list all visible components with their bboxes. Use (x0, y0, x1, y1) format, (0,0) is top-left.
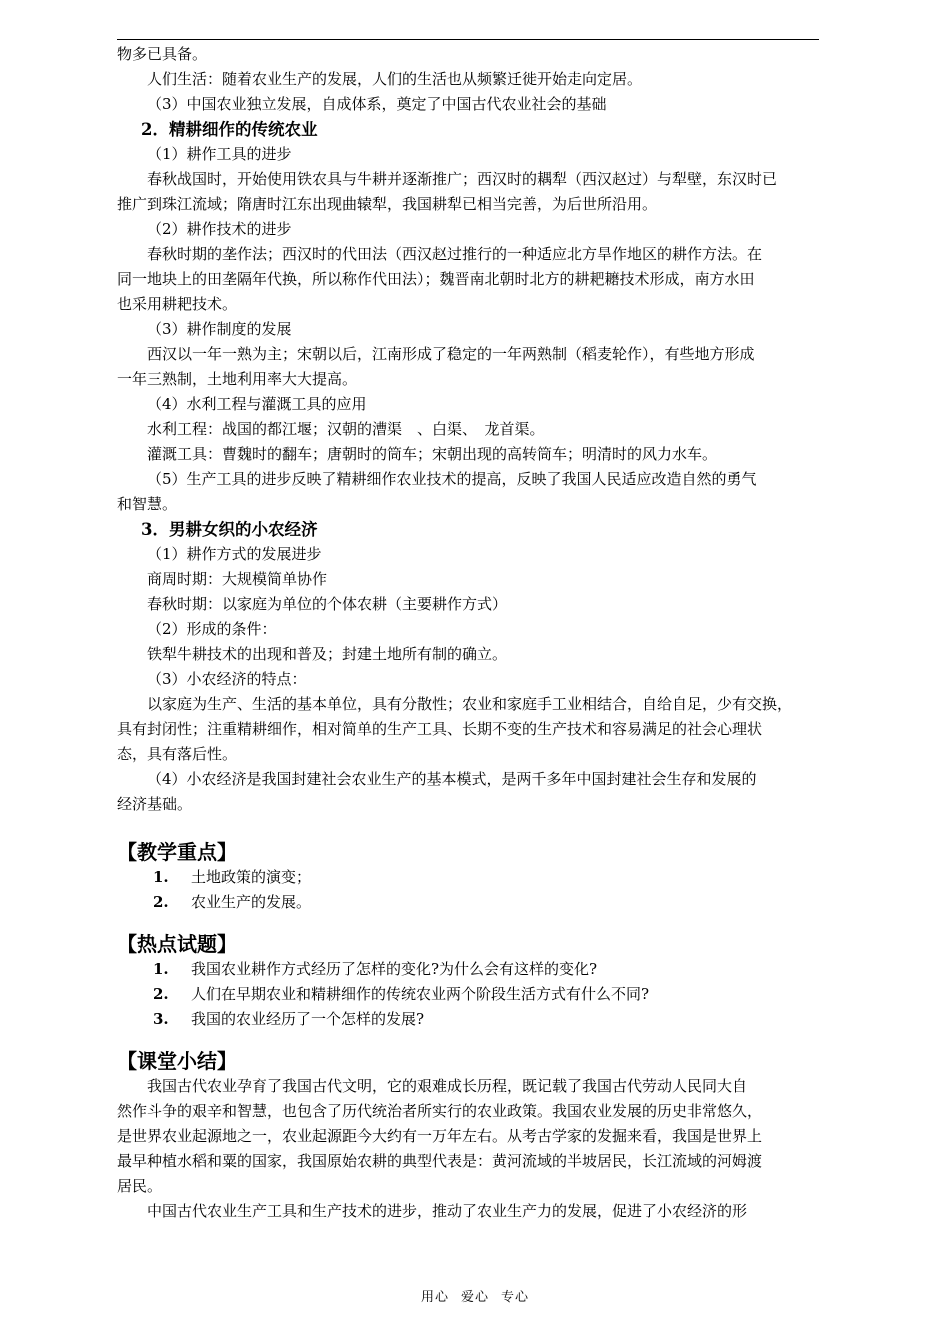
text-line: 态，具有落后性。 (117, 745, 238, 763)
subheading: （2）形成的条件： (147, 620, 277, 638)
text-line: 然作斗争的艰辛和智慧，也包含了历代统治者所实行的农业政策。我国农业发展的历史非常悠久， (117, 1102, 763, 1120)
section-heading: 2．精耕细作的传统农业 (141, 120, 318, 139)
text-line: 水利工程：战国的都江堰；汉朝的漕渠 、白渠、 龙首渠。 (147, 420, 545, 438)
text-line: 我国古代农业孕育了我国古代文明，它的艰难成长历程，既记载了我国古代劳动人民同大自 (147, 1077, 748, 1095)
header-rule (117, 39, 819, 40)
text-line: （5）生产工具的进步反映了精耕细作农业技术的提高，反映了我国人民适应改造自然的勇气 (147, 470, 757, 488)
list-text: 土地政策的演变； (191, 868, 312, 886)
text-line: 和智慧。 (117, 495, 178, 513)
subheading: （4）水利工程与灌溉工具的应用 (147, 395, 367, 413)
text-line: 具有封闭性；注重精耕细作，相对简单的生产工具、长期不变的生产技术和容易满足的社会心理状 (117, 720, 763, 738)
subheading: （3）小农经济的特点： (147, 670, 307, 688)
text-line: （4）小农经济是我国封建社会农业生产的基本模式，是两千多年中国封建社会生存和发展的 (147, 770, 757, 788)
list-item (117, 865, 819, 890)
list-text: 我国农业耕作方式经历了怎样的变化?为什么会有这样的变化? (191, 960, 598, 978)
text-line: 西汉以一年一熟为主；宋朝以后，江南形成了稳定的一年两熟制（稻麦轮作），有些地方形成 (147, 345, 755, 363)
text-line: 春秋战国时，开始使用铁农具与牛耕并逐渐推广；西汉时的耦犁（西汉赵过）与犁壁，东汉时已 (147, 170, 778, 188)
text-line: 最早种植水稻和粟的国家，我国原始农耕的典型代表是：黄河流域的半坡居民，长江流域的河姆渡 (117, 1152, 763, 1170)
subheading: （2）耕作技术的进步 (147, 220, 292, 238)
footer-text: 专心 (501, 1290, 530, 1305)
text-line: 春秋时期：以家庭为单位的个体农耕（主要耕作方式） (147, 595, 508, 613)
section-title-summary: 【课堂小结】 (117, 1049, 237, 1073)
text-line: 铁犁牛耕技术的出现和普及；封建土地所有制的确立。 (147, 645, 508, 663)
text-line: 是世界农业起源地之一，农业起源距今大约有一万年左右。从考古学家的发掘来看，我国是世界上 (117, 1127, 763, 1145)
footer-text: 爱心 (460, 1290, 489, 1305)
list-number: 1. (153, 960, 169, 978)
section-title-hot: 【热点试题】 (117, 932, 237, 956)
text-line: （3）中国农业独立发展，自成体系，奠定了中国古代农业社会的基础 (147, 95, 607, 113)
text-line: 推广到珠江流域；隋唐时江东出现曲辕犁，我国耕犁已相当完善，为后世所沿用。 (117, 195, 658, 213)
subheading: （1）耕作方式的发展进步 (147, 545, 322, 563)
list-text: 人们在早期农业和精耕细作的传统农业两个阶段生活方式有什么不同? (191, 985, 650, 1003)
text-line: 经济基础。 (117, 795, 193, 813)
text-line: 物多已具备。 (117, 45, 208, 63)
text-line: 商周时期：大规模简单协作 (147, 570, 328, 588)
page-footer (0, 1286, 950, 1305)
list-item (117, 957, 819, 982)
subheading: （1）耕作工具的进步 (147, 145, 292, 163)
list-number: 3. (153, 1010, 169, 1028)
list-text: 我国的农业经历了一个怎样的发展? (191, 1010, 425, 1028)
footer-text: 用心 (420, 1290, 449, 1305)
text-line: 同一地块上的田垄隔年代换，所以称作代田法）；魏晋南北朝时北方的耕耙耱技术形成，南方水田 (117, 270, 755, 288)
subheading: （3）耕作制度的发展 (147, 320, 292, 338)
text-line: 人们生活：随着农业生产的发展，人们的生活也从频繁迁徙开始走向定居。 (147, 70, 643, 88)
section-heading: 3．男耕女织的小农经济 (141, 520, 318, 539)
text-line: 中国古代农业生产工具和生产技术的进步，推动了农业生产力的发展，促进了小农经济的形 (147, 1202, 748, 1220)
list-number: 2. (153, 893, 169, 911)
text-line: 以家庭为生产、生活的基本单位，具有分散性；农业和家庭手工业相结合，自给自足，少有交换， (147, 695, 793, 713)
text-line: 春秋时期的垄作法；西汉时的代田法（西汉赵过推行的一种适应北方旱作地区的耕作方法。在 (147, 245, 763, 263)
text-line: 灌溉工具：曹魏时的翻车；唐朝时的筒车；宋朝出现的高转筒车；明清时的风力水车。 (147, 445, 718, 463)
list-item (117, 982, 819, 1007)
text-line: 一年三熟制，土地利用率大大提高。 (117, 370, 358, 388)
document-body (117, 42, 819, 1224)
list-number: 2. (153, 985, 169, 1003)
list-text: 农业生产的发展。 (191, 893, 312, 911)
section-title-focus: 【教学重点】 (117, 840, 237, 864)
text-line: 居民。 (117, 1177, 163, 1195)
list-number: 1. (153, 868, 169, 886)
list-item (117, 890, 819, 915)
text-line: 也采用耕耙技术。 (117, 295, 238, 313)
list-item (117, 1007, 819, 1032)
